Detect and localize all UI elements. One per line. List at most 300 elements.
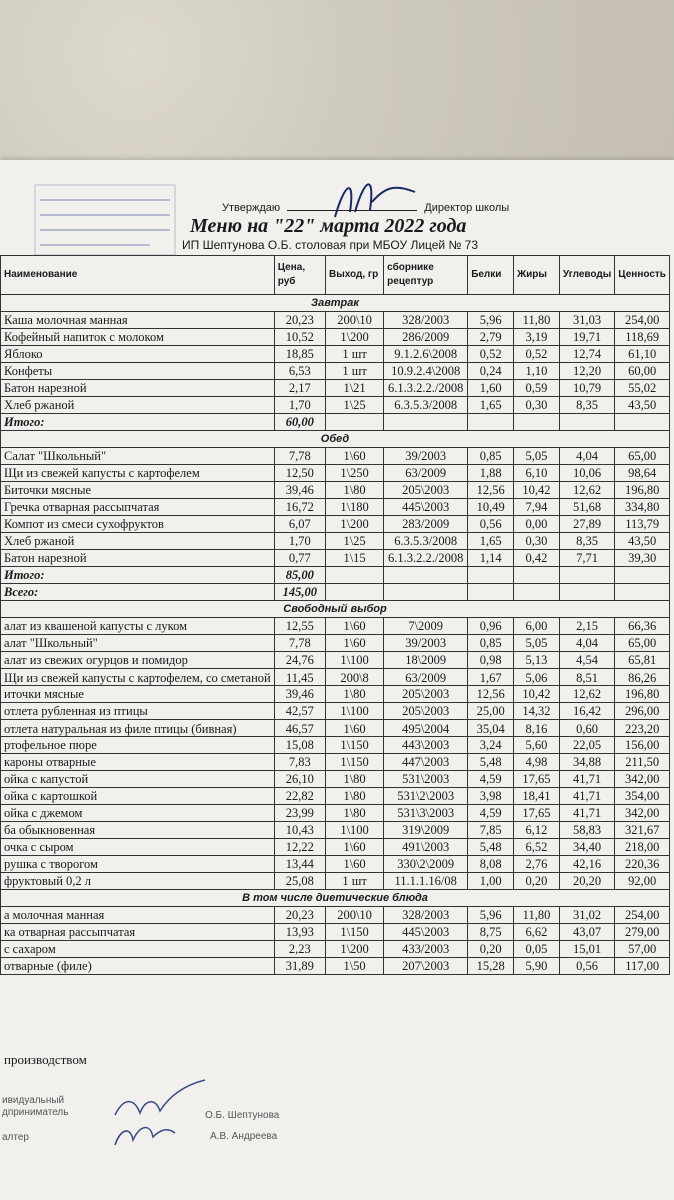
price: 7,83 [274,754,325,771]
carbs: 0,60 [559,720,614,737]
carbs: 4,04 [559,635,614,652]
section-title: Завтрак [1,295,670,312]
carbs: 19,71 [559,329,614,346]
empty-cell [384,584,468,601]
recipe-ref: 447\2003 [384,754,468,771]
recipe-ref: 283/2009 [384,516,468,533]
energy: 218,00 [615,839,670,856]
col-protein: Белки [468,256,514,295]
output: 1\25 [325,533,383,550]
dish-name: ка отварная рассыпчатая [1,924,275,941]
recipe-ref: 433/2003 [384,941,468,958]
empty-cell [325,414,383,431]
page-subtitle: ИП Шептунова О.Б. столовая при МБОУ Лицей № 73 [182,238,479,252]
table-row [1,380,670,397]
carbs: 34,40 [559,839,614,856]
total-label: Итого: [1,567,275,584]
dish-name: фруктовый 0,2 л [1,873,275,890]
fat: 5,60 [514,737,560,754]
energy: 98,64 [615,465,670,482]
section-title: Обед [1,431,670,448]
fat: 0,59 [514,380,560,397]
output: 1\25 [325,397,383,414]
empty-cell [559,414,614,431]
dish-name: Щи из свежей капусты с картофелем, со сметаной [1,669,275,686]
recipe-ref: 491\2003 [384,839,468,856]
carbs: 51,68 [559,499,614,516]
signer-name-2: А.В. Андреева [210,1131,278,1142]
col-fat: Жиры [514,256,560,295]
price: 2,23 [274,941,325,958]
stamp-image [30,180,180,260]
dish-name: ртофельное пюре [1,737,275,754]
carbs: 41,71 [559,805,614,822]
background-fabric [0,0,674,175]
approval-line [222,202,509,214]
protein: 1,60 [468,380,514,397]
dish-name: ойка с капустой [1,771,275,788]
protein: 1,00 [468,873,514,890]
energy: 60,00 [615,363,670,380]
table-row [1,329,670,346]
energy: 321,67 [615,822,670,839]
empty-cell [325,584,383,601]
recipe-ref: 328/2003 [384,907,468,924]
empty-cell [384,414,468,431]
energy: 39,30 [615,550,670,567]
output: 1\100 [325,822,383,839]
price: 18,85 [274,346,325,363]
energy: 57,00 [615,941,670,958]
table-row [1,550,670,567]
protein: 15,28 [468,958,514,975]
protein: 5,48 [468,839,514,856]
footer-label-3: алтер [2,1132,29,1143]
fat: 0,52 [514,346,560,363]
dish-name: алат "Школьный" [1,635,275,652]
fat: 0,42 [514,550,560,567]
price: 6,07 [274,516,325,533]
carbs: 8,51 [559,669,614,686]
carbs: 15,01 [559,941,614,958]
fat: 10,42 [514,686,560,703]
recipe-ref: 531\2\2003 [384,788,468,805]
table-row [1,703,670,720]
menu-body [1,295,670,975]
output: 1\150 [325,754,383,771]
protein: 0,24 [468,363,514,380]
output: 200\10 [325,907,383,924]
output: 1\150 [325,737,383,754]
col-name: Наименование [1,256,275,295]
table-row [1,652,670,669]
price: 39,46 [274,686,325,703]
protein: 3,98 [468,788,514,805]
output: 1\80 [325,788,383,805]
energy: 66,36 [615,618,670,635]
carbs: 41,71 [559,788,614,805]
energy: 196,80 [615,482,670,499]
table-row [1,771,670,788]
price: 10,52 [274,329,325,346]
fat: 10,42 [514,482,560,499]
fat: 5,06 [514,669,560,686]
recipe-ref: 328/2003 [384,312,468,329]
empty-cell [559,567,614,584]
energy: 43,50 [615,533,670,550]
footer-label-2: дприниматель [2,1107,69,1118]
protein: 1,65 [468,533,514,550]
fat: 5,13 [514,652,560,669]
dish-name: алат из свежих огурцов и помидор [1,652,275,669]
protein: 5,96 [468,907,514,924]
total-row [1,567,670,584]
table-row [1,635,670,652]
price: 11,45 [274,669,325,686]
carbs: 20,20 [559,873,614,890]
recipe-ref: 495\2004 [384,720,468,737]
output: 200\8 [325,669,383,686]
output: 1\80 [325,686,383,703]
output: 1\60 [325,839,383,856]
recipe-ref: 445\2003 [384,924,468,941]
recipe-ref: 286/2009 [384,329,468,346]
carbs: 0,56 [559,958,614,975]
carbs: 31,03 [559,312,614,329]
price: 2,17 [274,380,325,397]
dish-name: Компот из смеси сухофруктов [1,516,275,533]
signature-line [287,210,417,211]
recipe-ref: 6.3.5.3/2008 [384,397,468,414]
carbs: 10,06 [559,465,614,482]
dish-name: Биточки мясные [1,482,275,499]
energy: 55,02 [615,380,670,397]
table-row [1,346,670,363]
footer-label-1: ивидуальный [2,1095,65,1106]
dish-name: Каша молочная манная [1,312,275,329]
protein: 4,59 [468,771,514,788]
price: 10,43 [274,822,325,839]
table-row [1,737,670,754]
recipe-ref: 443\2003 [384,737,468,754]
energy: 196,80 [615,686,670,703]
table-row [1,822,670,839]
fat: 1,10 [514,363,560,380]
energy: 113,79 [615,516,670,533]
table-row [1,873,670,890]
empty-cell [514,414,560,431]
total-row [1,414,670,431]
dish-name: алат из квашеной капусты с луком [1,618,275,635]
output: 1\200 [325,329,383,346]
price: 13,93 [274,924,325,941]
page-title: Меню на "22" марта 2022 года [190,215,467,237]
price: 7,78 [274,635,325,652]
total-value: 85,00 [274,567,325,584]
recipe-ref: 205\2003 [384,482,468,499]
fat: 2,76 [514,856,560,873]
recipe-ref: 9.1.2.6\2008 [384,346,468,363]
protein: 0,98 [468,652,514,669]
dish-name: Батон нарезной [1,380,275,397]
energy: 342,00 [615,771,670,788]
recipe-ref: 10.9.2.4\2008 [384,363,468,380]
price: 6,53 [274,363,325,380]
recipe-ref: 63/2009 [384,465,468,482]
fat: 6,12 [514,822,560,839]
footer-signatures [105,1075,215,1155]
protein: 5,48 [468,754,514,771]
fat: 0,30 [514,533,560,550]
dish-name: ойка с картошкой [1,788,275,805]
energy: 156,00 [615,737,670,754]
recipe-ref: 6.3.5.3/2008 [384,533,468,550]
carbs: 2,15 [559,618,614,635]
fat: 8,16 [514,720,560,737]
table-row [1,907,670,924]
carbs: 16,42 [559,703,614,720]
recipe-ref: 7\2009 [384,618,468,635]
energy: 342,00 [615,805,670,822]
protein: 0,52 [468,346,514,363]
energy: 211,50 [615,754,670,771]
fat: 0,20 [514,873,560,890]
dish-name: а молочная манная [1,907,275,924]
grand-total-row [1,584,670,601]
table-row [1,856,670,873]
dish-name: Батон нарезной [1,550,275,567]
energy: 65,81 [615,652,670,669]
table-row [1,805,670,822]
protein: 0,85 [468,448,514,465]
section-title: Свободный выбор [1,601,670,618]
price: 22,82 [274,788,325,805]
fat: 6,00 [514,618,560,635]
dish-name: отлета рубленная из птицы [1,703,275,720]
output: 1\100 [325,703,383,720]
price: 15,08 [274,737,325,754]
empty-cell [468,414,514,431]
fat: 17,65 [514,771,560,788]
recipe-ref: 18\2009 [384,652,468,669]
price: 1,70 [274,533,325,550]
fat: 6,62 [514,924,560,941]
output: 1\150 [325,924,383,941]
table-row [1,669,670,686]
carbs: 12,62 [559,686,614,703]
output: 1\200 [325,941,383,958]
price: 20,23 [274,312,325,329]
empty-cell [468,584,514,601]
fat: 11,80 [514,312,560,329]
output: 200\10 [325,312,383,329]
price: 46,57 [274,720,325,737]
recipe-ref: 39/2003 [384,448,468,465]
protein: 1,88 [468,465,514,482]
dish-name: кароны отварные [1,754,275,771]
fat: 17,65 [514,805,560,822]
dish-name: ойка с джемом [1,805,275,822]
price: 1,70 [274,397,325,414]
table-row [1,312,670,329]
energy: 118,69 [615,329,670,346]
recipe-ref: 205\2003 [384,686,468,703]
fat: 18,41 [514,788,560,805]
dish-name: Конфеты [1,363,275,380]
section-title: В том числе диетические блюда [1,890,670,907]
recipe-ref: 207\2003 [384,958,468,975]
table-row [1,516,670,533]
dish-name: Хлеб ржаной [1,397,275,414]
carbs: 34,88 [559,754,614,771]
carbs: 12,62 [559,482,614,499]
energy: 117,00 [615,958,670,975]
price: 0,77 [274,550,325,567]
fat: 0,00 [514,516,560,533]
empty-cell [514,584,560,601]
price: 39,46 [274,482,325,499]
output: 1\50 [325,958,383,975]
table-row [1,924,670,941]
output: 1\60 [325,856,383,873]
price: 12,50 [274,465,325,482]
price: 31,89 [274,958,325,975]
col-energy: Ценность [615,256,670,295]
fat: 14,32 [514,703,560,720]
price: 7,78 [274,448,325,465]
fat: 5,05 [514,635,560,652]
output: 1\80 [325,482,383,499]
price: 12,55 [274,618,325,635]
table-row [1,839,670,856]
table-row [1,941,670,958]
dish-name: Кофейный напиток с молоком [1,329,275,346]
protein: 35,04 [468,720,514,737]
dish-name: Гречка отварная рассыпчатая [1,499,275,516]
price: 13,44 [274,856,325,873]
energy: 61,10 [615,346,670,363]
recipe-ref: 531\2003 [384,771,468,788]
empty-cell [615,567,670,584]
protein: 0,85 [468,635,514,652]
protein: 1,14 [468,550,514,567]
empty-cell [384,567,468,584]
carbs: 43,07 [559,924,614,941]
fat: 7,94 [514,499,560,516]
output: 1\80 [325,771,383,788]
protein: 0,56 [468,516,514,533]
dish-name: Хлеб ржаной [1,533,275,550]
total-value: 60,00 [274,414,325,431]
energy: 334,80 [615,499,670,516]
output: 1\60 [325,618,383,635]
approve-label: Утверждаю [222,202,281,214]
output: 1 шт [325,346,383,363]
protein: 3,24 [468,737,514,754]
price: 26,10 [274,771,325,788]
empty-cell [615,584,670,601]
grand-total-label: Всего: [1,584,275,601]
energy: 296,00 [615,703,670,720]
dish-name: рушка с творогом [1,856,275,873]
col-carbs: Углеводы [559,256,614,295]
recipe-ref: 6.1.3.2.2./2008 [384,550,468,567]
recipe-ref: 445\2003 [384,499,468,516]
recipe-ref: 319\2009 [384,822,468,839]
protein: 0,96 [468,618,514,635]
recipe-ref: 39/2003 [384,635,468,652]
section-header-row [1,295,670,312]
carbs: 4,54 [559,652,614,669]
price: 42,57 [274,703,325,720]
dish-name: отлета натуральная из филе птицы (бивная) [1,720,275,737]
table-row [1,465,670,482]
dish-name: отварные (филе) [1,958,275,975]
carbs: 8,35 [559,397,614,414]
empty-cell [559,584,614,601]
output: 1\60 [325,635,383,652]
carbs: 8,35 [559,533,614,550]
price: 16,72 [274,499,325,516]
fat: 3,19 [514,329,560,346]
energy: 65,00 [615,448,670,465]
section-header-row [1,601,670,618]
output: 1\21 [325,380,383,397]
protein: 25,00 [468,703,514,720]
price: 20,23 [274,907,325,924]
signer-name-1: О.Б. Шептунова [205,1110,280,1121]
energy: 92,00 [615,873,670,890]
section-header-row [1,890,670,907]
empty-cell [468,567,514,584]
table-row [1,482,670,499]
output: 1\100 [325,652,383,669]
output: 1\180 [325,499,383,516]
output: 1\60 [325,448,383,465]
output: 1\60 [325,720,383,737]
carbs: 42,16 [559,856,614,873]
energy: 279,00 [615,924,670,941]
col-price: Цена, руб [274,256,325,295]
carbs: 12,20 [559,363,614,380]
output: 1 шт [325,363,383,380]
fat: 11,80 [514,907,560,924]
protein: 1,65 [468,397,514,414]
protein: 1,67 [468,669,514,686]
dish-name: очка с сыром [1,839,275,856]
energy: 220,36 [615,856,670,873]
table-row [1,448,670,465]
protein: 10,49 [468,499,514,516]
protein: 2,79 [468,329,514,346]
recipe-ref: 6.1.3.2.2./2008 [384,380,468,397]
grand-total-value: 145,00 [274,584,325,601]
carbs: 41,71 [559,771,614,788]
table-row [1,686,670,703]
menu-table [0,255,670,975]
table-row [1,397,670,414]
energy: 254,00 [615,312,670,329]
carbs: 12,74 [559,346,614,363]
output: 1\15 [325,550,383,567]
table-row [1,958,670,975]
dish-name: Салат "Школьный" [1,448,275,465]
protein: 5,96 [468,312,514,329]
empty-cell [514,567,560,584]
output: 1 шт [325,873,383,890]
energy: 354,00 [615,788,670,805]
protein: 12,56 [468,482,514,499]
